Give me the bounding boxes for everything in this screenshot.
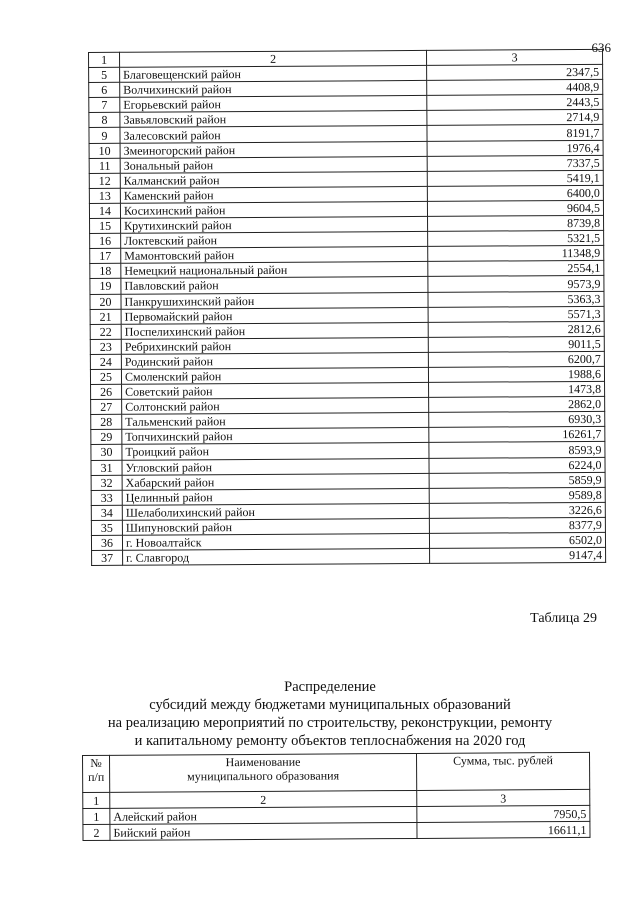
row-name: Крутихинский район — [121, 216, 428, 233]
row-name: Угловский район — [122, 458, 429, 475]
row-name: г. Славгород — [123, 549, 430, 566]
row-value: 9589,8 — [429, 487, 605, 503]
row-number: 6 — [89, 82, 120, 97]
row-number: 34 — [91, 505, 122, 520]
data-table-top — [88, 49, 606, 566]
header-sum: Сумма, тыс. рублей — [416, 752, 589, 790]
row-value: 9604,5 — [427, 200, 603, 216]
row-value: 16611,1 — [417, 821, 590, 838]
row-value: 8191,7 — [427, 125, 603, 141]
row-name: Мамонтовский район — [121, 247, 428, 264]
row-number: 23 — [90, 339, 121, 354]
row-number: 28 — [91, 415, 122, 430]
row-number: 20 — [90, 294, 121, 309]
row-value: 11348,9 — [428, 246, 604, 262]
row-name: Павловский район — [121, 277, 428, 294]
row-name: Ребрихинский район — [121, 337, 428, 354]
row-value: 8593,9 — [429, 442, 605, 458]
row-name: Советский район — [122, 382, 429, 399]
row-number: 37 — [92, 550, 123, 565]
row-name: Змеиногорский район — [120, 141, 427, 158]
column-number-3: 3 — [417, 789, 590, 806]
table-row — [92, 547, 606, 565]
row-number: 2 — [83, 824, 110, 840]
row-number: 22 — [90, 324, 121, 339]
row-value: 9011,5 — [428, 336, 604, 352]
row-name: Поспелихинский район — [121, 322, 428, 339]
row-name: Залесовский район — [120, 126, 427, 143]
row-number: 24 — [90, 354, 121, 369]
heading-line-1: Распределение — [284, 679, 376, 695]
row-name: г. Новоалтайск — [122, 533, 429, 550]
row-name: Егорьевский район — [120, 96, 427, 113]
row-value: 6400,0 — [427, 185, 603, 201]
row-value: 5363,3 — [428, 291, 604, 307]
table-row — [83, 821, 590, 840]
row-value: 6224,0 — [429, 457, 605, 473]
data-table-bottom — [82, 752, 591, 841]
row-name: Калманский район — [120, 171, 427, 188]
row-value: 5571,3 — [428, 306, 604, 322]
row-name: Каменский район — [120, 186, 427, 203]
row-number: 9 — [89, 128, 120, 143]
row-name: Солтонский район — [122, 398, 429, 415]
row-number: 17 — [90, 249, 121, 264]
row-number: 27 — [91, 399, 122, 414]
row-number: 21 — [90, 309, 121, 324]
heading-line-2: субсидий между бюджетами муниципальных образований — [149, 697, 511, 713]
header-number — [83, 755, 110, 792]
row-value: 4408,9 — [427, 80, 603, 96]
row-number: 7 — [89, 98, 120, 113]
row-value: 2862,0 — [429, 397, 605, 413]
row-number: 5 — [89, 67, 120, 82]
row-name: Тальменский район — [122, 413, 429, 430]
row-value: 1988,6 — [428, 366, 604, 382]
row-name: Троицкий район — [122, 443, 429, 460]
section-heading — [60, 678, 600, 750]
row-number: 16 — [90, 233, 121, 248]
row-value: 8377,9 — [429, 517, 605, 533]
row-number: 32 — [91, 475, 122, 490]
row-value: 2714,9 — [427, 110, 603, 126]
row-name: Косихинский район — [120, 201, 427, 218]
row-number: 19 — [90, 279, 121, 294]
row-number: 31 — [91, 460, 122, 475]
row-value: 2554,1 — [428, 261, 604, 277]
header-number-line-1: № — [90, 755, 102, 770]
row-value: 6502,0 — [429, 532, 605, 548]
heading-line-4: и капитальному ремонту объектов теплоснабжения на 2020 год — [134, 733, 526, 749]
row-value: 5321,5 — [428, 230, 604, 246]
header-name-line-1: Наименование — [225, 754, 301, 770]
table-label: Таблица 29 — [530, 611, 597, 626]
row-value: 1473,8 — [429, 381, 605, 397]
row-number: 29 — [91, 430, 122, 445]
header-number-line-2: п/п — [87, 769, 105, 784]
row-value: 7950,5 — [417, 805, 590, 822]
header-name — [110, 753, 417, 792]
heading-line-3: на реализацию мероприятий по строительству, реконструкции, ремонту — [107, 715, 553, 731]
row-value: 2347,5 — [427, 64, 603, 80]
row-value: 5859,9 — [429, 472, 605, 488]
row-number: 35 — [91, 520, 122, 535]
row-name: Шипуновский район — [122, 518, 429, 535]
row-name: Хабарский район — [122, 473, 429, 490]
row-number: 8 — [89, 113, 120, 128]
row-number: 26 — [91, 384, 122, 399]
page-number: 636 — [591, 40, 611, 55]
row-name: Первомайский район — [121, 307, 428, 324]
row-number: 15 — [90, 218, 121, 233]
row-value: 16261,7 — [429, 427, 605, 443]
row-value: 1976,4 — [427, 140, 603, 156]
row-value: 9147,4 — [430, 547, 606, 563]
row-value: 7337,5 — [427, 155, 603, 171]
row-number: 36 — [91, 535, 122, 550]
row-name: Шелаболихинский район — [122, 503, 429, 520]
header-name-line-2: муниципального образования — [187, 768, 340, 784]
row-name: Завьяловский район — [120, 111, 427, 128]
row-value: 5419,1 — [427, 170, 603, 186]
row-name: Целинный район — [122, 488, 429, 505]
row-value: 9573,9 — [428, 276, 604, 292]
column-number-2: 2 — [110, 790, 417, 808]
row-value: 3226,6 — [429, 502, 605, 518]
row-value: 2812,6 — [428, 321, 604, 337]
row-number: 11 — [89, 158, 120, 173]
row-number: 33 — [91, 490, 122, 505]
column-number-1: 1 — [89, 52, 120, 67]
row-number: 1 — [83, 808, 110, 824]
row-name: Локтевский район — [121, 232, 428, 249]
row-name: Немецкий национальный район — [121, 262, 428, 279]
row-number: 10 — [89, 143, 120, 158]
column-number-3-blank: 3 — [426, 49, 602, 65]
row-name: Топчихинский район — [122, 428, 429, 445]
row-number: 14 — [89, 203, 120, 218]
column-number-1: 1 — [83, 792, 110, 808]
row-name: Смоленский район — [121, 367, 428, 384]
row-value: 2443,5 — [427, 95, 603, 111]
row-number: 12 — [89, 173, 120, 188]
row-number: 13 — [89, 188, 120, 203]
row-name: Алейский район — [110, 806, 417, 824]
row-value: 6200,7 — [428, 351, 604, 367]
row-name: Панкрушихинский район — [121, 292, 428, 309]
row-number: 18 — [90, 264, 121, 279]
row-value: 8739,8 — [428, 215, 604, 231]
row-value: 6930,3 — [429, 412, 605, 428]
row-name: Благовещенский район — [120, 66, 427, 83]
column-number-2: 2 — [120, 50, 427, 67]
row-number: 25 — [90, 369, 121, 384]
row-name: Бийский район — [110, 822, 417, 840]
row-name: Зональный район — [120, 156, 427, 173]
row-name: Волчихинский район — [120, 81, 427, 98]
table-header-row — [83, 752, 590, 792]
row-name: Родинский район — [121, 352, 428, 369]
row-number: 30 — [91, 445, 122, 460]
